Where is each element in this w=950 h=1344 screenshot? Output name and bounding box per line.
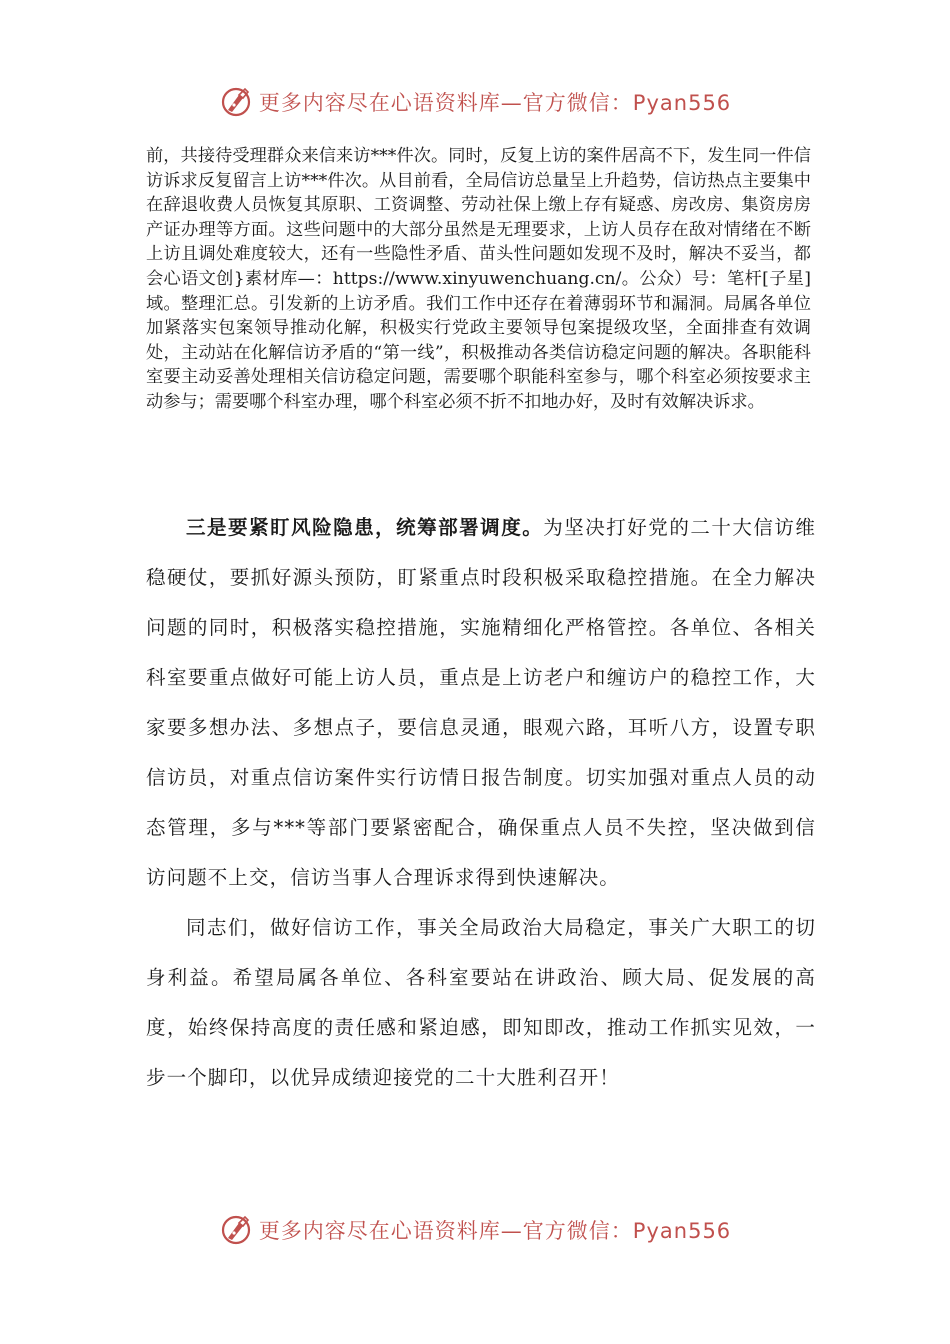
header-banner bbox=[0, 82, 950, 122]
continued-paragraph: 前，共接待受理群众来信来访***件次。同时，反复上访的案件居高不下，发生同一件信访诉求反复留言上访***件次。从目前看，全局信访总量呈上升趋势，信访热点主要集中在辞退收费人员恢复其原职、工资调整、劳动社保上缴上存有疑惑、房改房、集资房房产证办理等方面。这些问题中的大部分虽然是无理要求，上访人员存在敌对情绪在不断上访且调处难度较大，还有一些隐性矛盾、苗头性问题如发现不及时，解决不妥当，都会心语文创}素材库—：https://www.xinyuwenchuang.cn/。公众）号：笔杆[子星]域。整理汇总。引发新的上访矛盾。我们工作中还存在着薄弱环节和漏洞。局属各单位加紧落实包案领导推动化解，积极实行党政主要领导包案提级攻坚，全面排查有效调处，主动站在化解信访矛盾的“第一线”，积极推动各类信访稳定问题的解决。各职能科室要主动妥善处理相关信访稳定问题，需要哪个职能科室参与，哪个科室必须按要求主动参与；需要哪个科室办理，哪个科室必须不折不扣地办好，及时有效解决诉求。 bbox=[146, 146, 811, 412]
pen-nib-logo-icon bbox=[219, 85, 253, 119]
main-text-block bbox=[146, 503, 816, 1103]
footer-banner bbox=[0, 1210, 950, 1250]
banner-text: 更多内容尽在心语资料库—官方微信：Pyan556 bbox=[258, 91, 732, 115]
section-three-heading: 三是要紧盯风险隐患，统筹部署调度。 bbox=[186, 516, 544, 539]
pen-nib-logo-icon bbox=[219, 1213, 253, 1247]
section-three-body: 为坚决打好党的二十大信访维稳硬仗，要抓好源头预防，盯紧重点时段积极采取稳控措施。在全力解决问题的同时，积极落实稳控措施，实施精细化严格管控。各单位、各相关科室要重点做好可能上访人员，重点是上访老户和缠访户的稳控工作，大家要多想办法、多想点子，要信息灵通，眼观六路，耳听八方，设置专职信访员，对重点信访案件实行访情日报告制度。切实加强对重点人员的动态管理，多与***等部门要紧密配合，确保重点人员不失控，坚决做到信访问题不上交，信访当事人合理诉求得到快速解决。 bbox=[146, 516, 816, 889]
closing-paragraph: 同志们，做好信访工作，事关全局政治大局稳定，事关广大职工的切身利益。希望局属各单位、各科室要站在讲政治、顾大局、促发展的高度，始终保持高度的责任感和紧迫感，即知即改，推动工作抓实见效，一步一个脚印，以优异成绩迎接党的二十大胜利召开！ bbox=[146, 916, 816, 1089]
banner-text: 更多内容尽在心语资料库—官方微信：Pyan556 bbox=[258, 1219, 732, 1243]
section-three-paragraph bbox=[146, 503, 816, 903]
continued-paragraph-block bbox=[146, 144, 811, 415]
